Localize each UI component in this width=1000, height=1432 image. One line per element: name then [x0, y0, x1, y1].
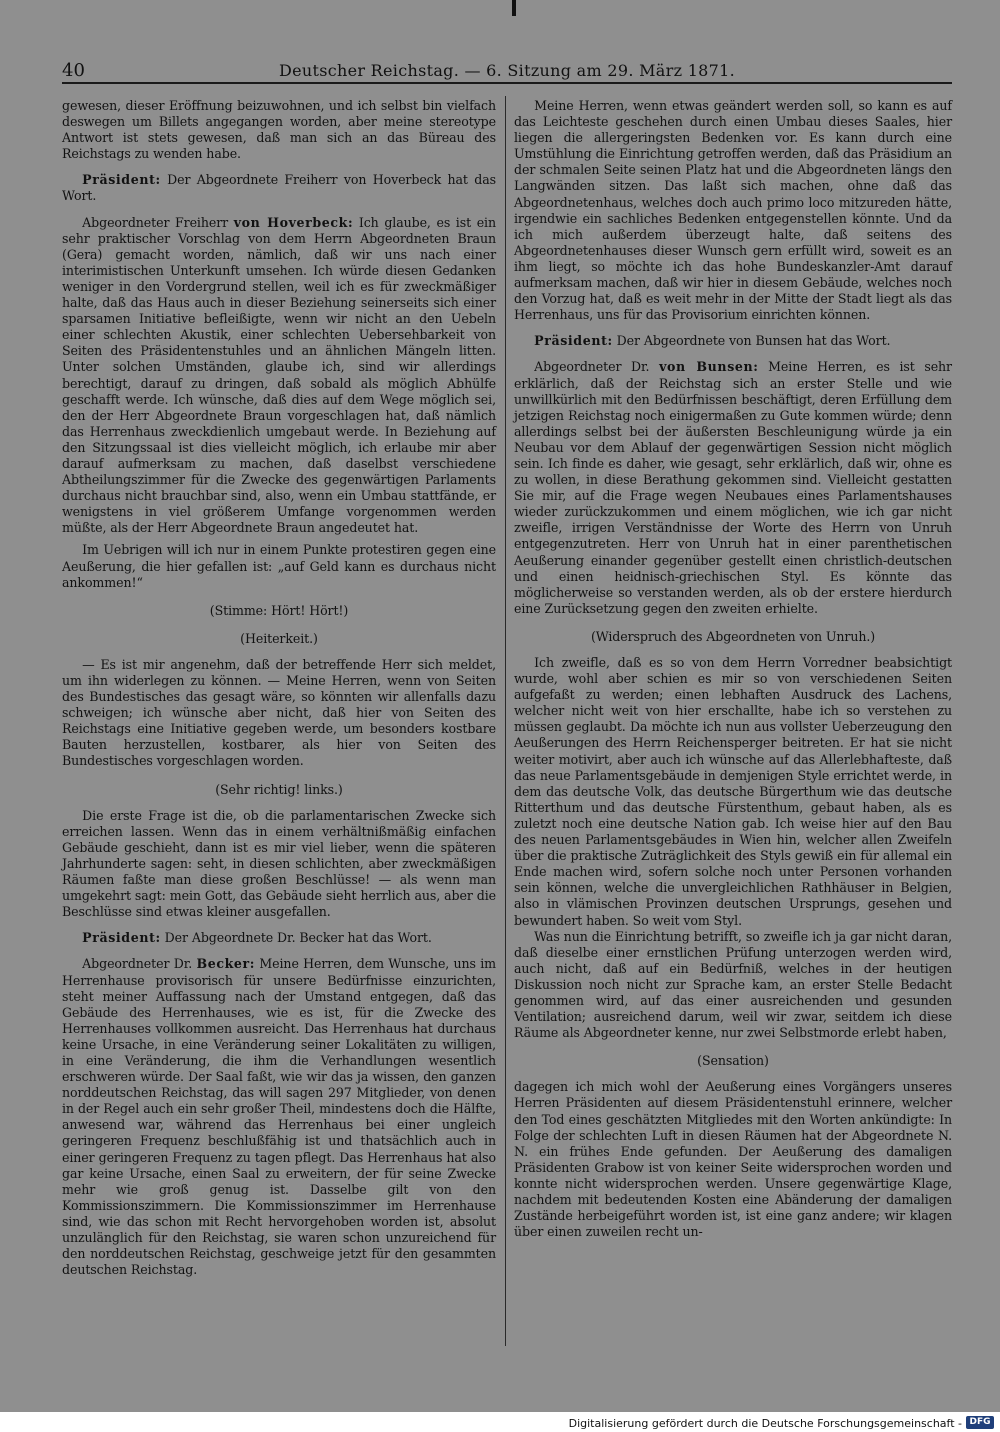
funding-credit: Digitalisierung gefördert durch die Deutsche Forschungsgemeinschaft -	[568, 1417, 962, 1430]
speaker-paragraph	[514, 333, 952, 349]
paragraph: Die erste Frage ist die, ob die parlamentarischen Zwecke sich erreichen lassen. Wenn das in einem verhältnißmäßig einfachen Gebäude geschieht, dann ist es mir viel lieber, wenn die späteren Jahrhunderte sagen: seht, in diesen schlichten, aber zweckmäßigen Räumen faßte man diese großen Beschlüsse! — als wenn man umgekehrt sagt: mein Gott, das Gebäude sieht herrlich aus, aber die Beschlüsse sind etwas kleiner ausgefallen.	[62, 807, 496, 920]
column-divider	[505, 96, 506, 1346]
stage-direction: (Stimme: Hört! Hört!)	[209, 602, 349, 618]
paragraph: Im Uebrigen will ich nur in einem Punkte protestiren gegen eine Aeußerung, die hier gefallen ist: „auf Geld kann es durchaus nicht ankommen!“	[62, 542, 496, 590]
speaker-paragraph	[62, 930, 496, 946]
speaker-prefix: Abgeordneter Dr.	[534, 359, 660, 375]
paragraph: Meine Herren, wenn etwas geändert werden soll, so kann es auf das Leichteste geschehen durch einen Umbau dieses Saales, hier liegen die allergeringsten Bedenken vor. Es kann durch eine Umstühlung die Einrichtung getroffen werden, daß das Präsidium an der schmalen Seite seinen Platz hat und die Abgeordneten längs den Langwänden sitzen. Das laßt sich machen, ohne daß das Abgeordnetenhaus, welches doch auch primo loco mitzureden hätte, irgendwie ein sachliches Bedenken entgegenstellen könnte. Und da ich mich außerdem überzeugt halte, daß seitens des Abgeordnetenhauses dieser Wunsch gern erfüllt wird, soweit es an ihm liegt, so möchte ich das hohe Bundeskanzler-Amt darauf aufmerksam machen, daß wir hier in diesem Gebäude, welches noch den Vorzug hat, daß es weit mehr in der Mitte der Stadt liegt als das Herrenhaus, uns für das Provisorium einrichten können.	[514, 98, 952, 323]
stage-direction: (Widerspruch des Abgeordneten von Unruh.)	[590, 628, 876, 644]
speaker-prefix: Abgeordneter Dr.	[82, 956, 197, 972]
speech-text: Meine Herren, dem Wunsche, uns im Herrenhause provisorisch für unsere Bedürfnisse einzurichten, steht meiner Auffassung nach der Umstand entgegen, daß das Gebäude des Herrenhauses, wie es ist, für die Zwecke des Herrenhauses vollkommen ausreicht. Das Herrenhaus hat durchaus keine Ursache, in eine Veränderung seiner Lokalitäten zu willigen, in eine Veränderung, die ihm die Verhandlungen wesentlich erschweren würde. Der Saal faßt, wie wir das ja wissen, den ganzen norddeutschen Reichstag, das will sagen 297 Mitglieder, von denen in der Regel auch ein sehr großer Theil, mindestens doch die Hälfte, anwesend war, während das Herrenhaus bei einer ungleich geringeren Frequenz beschlußfähig ist und thatsächlich auch in einer geringeren Frequenz zu tagen pflegt. Das Herrenhaus hat also gar keine Ursache, einen Saal zu erweitern, der für seine Zwecke mehr wie groß genug ist. Dasselbe gilt von den Kommissionszimmern. Die Kommissionszimmer im Herrenhause sind, wie das schon mit Recht hervorgehoben worden ist, absolut unzulänglich für den Reichstag, sie waren schon unzureichend für den norddeutschen Reichstag, geschweige jetzt für den gesammten deutschen Reichstag.	[62, 956, 496, 1278]
speaker-name: Präsident:	[82, 172, 161, 188]
speech-text: Der Abgeordnete Freiherr von Hoverbeck hat das Wort.	[62, 172, 496, 204]
speaker-name: Präsident:	[82, 930, 161, 946]
speech-text: Der Abgeordnete von Bunsen hat das Wort.	[612, 333, 891, 349]
stage-direction: (Heiterkeit.)	[240, 630, 318, 646]
paragraph: Was nun die Einrichtung betrifft, so zweifle ich ja gar nicht daran, daß dieselbe einer ernstlichen Prüfung unterzogen werden wird, auch nicht, daß auf ein Bedürfniß, welches in der heutigen Diskussion noch nicht zur Sprache kam, an erster Stelle Bedacht genommen wird, auf das einer ausreichenden und gesunden Ventilation; ausreichend darum, weil wir zwar, seitdem ich diese Räume als Abgeordneter kenne, nur zwei Selbstmorde erlebt haben,	[514, 928, 952, 1041]
speech-text: Der Abgeordnete Dr. Becker hat das Wort.	[160, 930, 432, 946]
footer	[0, 1414, 1000, 1432]
speech-text: Ich glaube, es ist ein sehr praktischer Vorschlag von dem Herrn Abgeordneten Braun (Gera) gemacht worden, nämlich, daß wir uns nach einer interimistischen Unterkunft umsehen. Ich würde diesen Gedanken weniger in den Vordergrund stellen, weil ich es für zweckmäßiger halte, daß das Haus auch in dieser Beziehung seinerseits sich einer sparsamen Initiative befleißigte, wenn wir nicht an den Uebeln einer schlechten Akustik, einer schlechten Uebersehbarkeit von Seiten des Präsidentenstuhles und an ähnlichen Mängeln litten. Unter solchen Umständen, glaube ich, sind wir allerdings berechtigt, darauf zu dringen, daß sobald als möglich Abhülfe geschafft werde. Ich wünsche, daß dies auf dem Wege möglich sei, den der Herr Abgeordnete Braun vorgeschlagen hat, daß nämlich das Herrenhaus zweckdienlich umgebaut werde. In Beziehung auf den Sitzungssaal ist dies vielleicht möglich, ich erlaube mir aber darauf aufmerksam zu machen, daß daselbst verschiedene Abtheilungszimmer für die Zwecke des gegenwärtigen Parlaments durchaus nicht brauchbar sind, also, wenn ein Umbau stattfände, er wenigstens in viel größerem Umfange vorgenommen werden müßte, als der Herr Abgeordnete Braun angedeutet hat.	[62, 214, 496, 536]
speaker-name: von Bunsen:	[659, 359, 759, 375]
paragraph: gewesen, dieser Eröffnung beizuwohnen, und ich selbst bin vielfach deswegen um Billets angegangen worden, aber meine stereotype Antwort ist stets gewesen, daß man sich an das Büreau des Reichstags zu wenden habe.	[62, 98, 496, 162]
speaker-paragraph	[62, 172, 496, 204]
scan-mark	[512, 0, 516, 16]
running-title: Deutscher Reichstag. — 6. Sitzung am 29. März 1871.	[278, 61, 736, 80]
speech-text: Meine Herren, es ist sehr erklärlich, daß der Reichstag sich an erster Stelle und wie unwillkürlich mit den Bedürfnissen beschäftigt, deren Erfüllung dem jetzigen Reichstag noch einigermaßen zu Gute kommen würde; denn allerdings selbst bei der äußersten Beschleunigung würde ja ein Neubau vor dem Ablauf der gegenwärtigen Session nicht möglich sein. Ich finde es daher, wie gesagt, sehr erklärlich, daß wir, ohne es zu wollen, in diese Berathung gekommen sind. Vielleicht gestatten Sie mir, auf die Frage wegen Neubaues eines Parlamentshauses wieder zurückzukommen und einem möglichen, wie ich gar nicht zweifle, irrigen Verständnisse der Worte des Herrn von Unruh entgegenzutreten. Herr von Unruh hat in einer parenthetischen Aeußerung einander gegenüber gestellt einen christlich-deutschen und einen heidnisch-griechischen Styl. Es könnte das möglicherweise so verstanden werden, als ob der erstere hierdurch eine Zurücksetzung gegen den zweiten erhielte.	[514, 359, 952, 616]
speaker-paragraph	[62, 956, 496, 1278]
speaker-paragraph	[62, 215, 496, 537]
paragraph: — Es ist mir angenehm, daß der betreffende Herr sich meldet, um ihn widerlegen zu können. — Meine Herren, wenn von Seiten des Bundestisches das gesagt wäre, so könnten wir allenfalls dazu schweigen; ich wünsche aber nicht, daß hier von Seiten des Reichstags eine Initiative gegeben werde, um besonders kostbare Bauten herzustellen, kostbarer, als hier von Seiten des Bundestisches vorgeschlagen worden.	[62, 656, 496, 769]
page-header	[62, 60, 952, 84]
speaker-name: Becker:	[196, 956, 256, 972]
speaker-prefix: Abgeordneter Freiherr	[82, 214, 234, 230]
speaker-name: Präsident:	[534, 333, 613, 349]
stage-direction: (Sensation)	[697, 1053, 769, 1069]
dfg-logo: DFG	[966, 1416, 994, 1429]
speaker-name: von Hoverbeck:	[233, 214, 354, 230]
right-column	[514, 98, 952, 1240]
paragraph: Ich zweifle, daß es so von dem Herrn Vorredner beabsichtigt wurde, wohl aber schien es mir so von verschiedenen Seiten aufgefaßt zu werden; einen lebhaften Ausdruck des Lachens, welcher nicht weit von hier erschallte, habe ich so verstehen zu müssen geglaubt. Da möchte ich nun aus vollster Ueberzeugung den Aeußerungen des Herrn Reichensperger beitreten. Er hat sie nicht weiter motivirt, aber auch ich wünsche auf das Allerlebhafteste, daß das neue Parlamentsgebäude in demjenigen Style errichtet werde, in dem das deutsche Volk, das deutsche Bürgerthum wie das deutsche Ritterthum und das deutsche Fürstenthum, gebaut haben, als es zuletzt noch eine deutsche Nation gab. Ich weise hier auf den Bau des neuen Parlamentsgebäudes in Wien hin, welcher allen Zweifeln über die praktische Zuträglichkeit des Styls gewiß ein für allemal ein Ende machen wird, sofern solche noch unter Personen vorhanden sein können, welche die unvergleichlichen Rathhäuser in Belgien, also in vlämischen Provinzen deutschen Ursprungs, gesehen und bewundert haben. So weit vom Styl.	[514, 655, 952, 928]
speaker-paragraph	[514, 359, 952, 617]
left-column	[62, 98, 496, 1284]
stage-direction: (Sehr richtig! links.)	[215, 781, 343, 797]
paragraph: dagegen ich mich wohl der Aeußerung eines Vorgängers unseres Herren Präsidenten auf diesem Präsidentenstuhl erinnere, welcher den Tod eines geschätzten Mitgliedes mit den Worten ankündigte: In Folge der schlechten Luft in diesen Räumen hat der Abgeordnete N. N. ein frühes Ende gefunden. Der Aeußerung des damaligen Präsidenten Grabow ist von keiner Seite widersprochen worden und konnte nicht widersprochen werden. Unsere gegenwärtige Klage, nachdem mit bedeutenden Kosten eine Abänderung der damaligen Zustände herbeigeführt worden ist, ist eine ganz andere; wir klagen über einen zuweilen recht un-	[514, 1079, 952, 1240]
page-number: 40	[62, 60, 85, 81]
